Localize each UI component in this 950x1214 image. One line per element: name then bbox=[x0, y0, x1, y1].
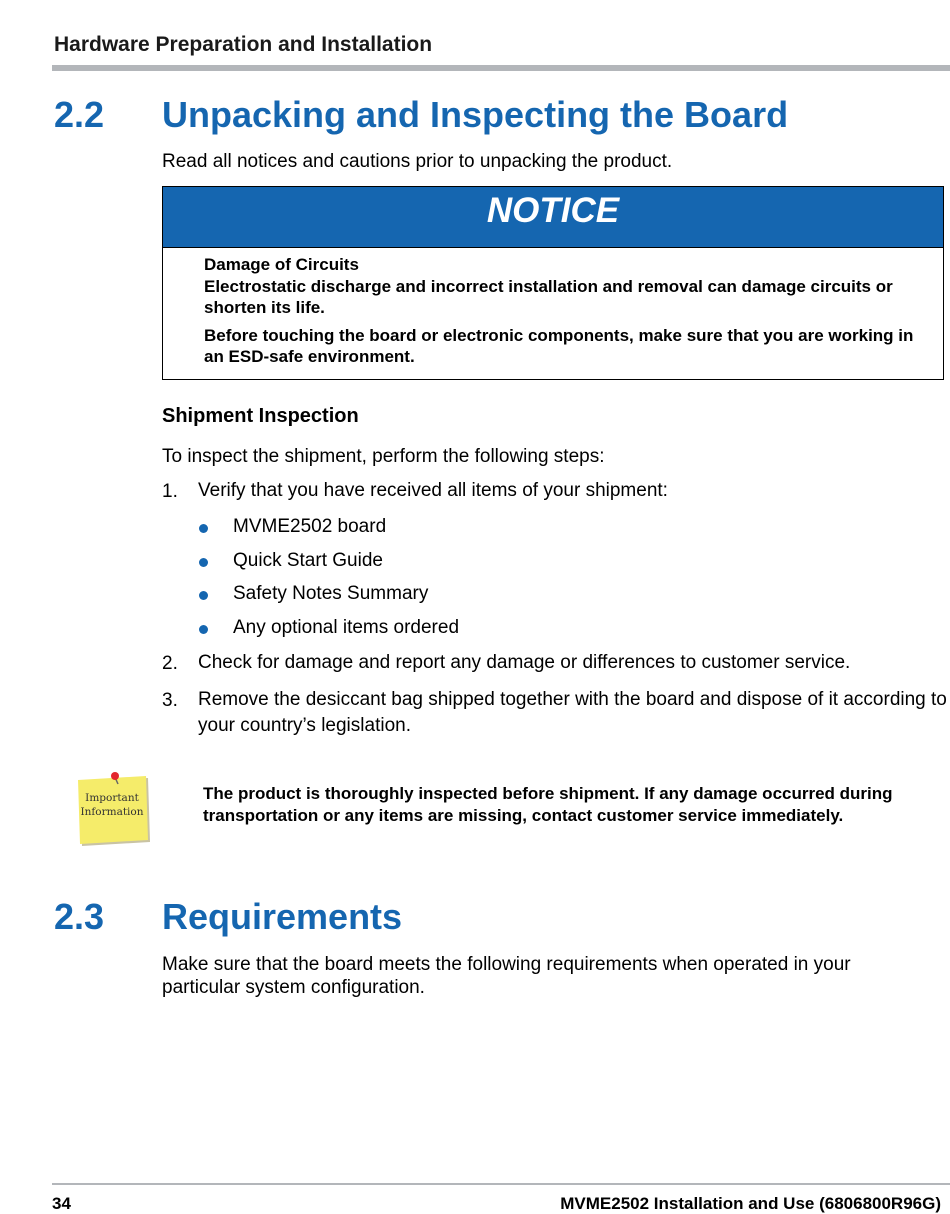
page-number: 34 bbox=[52, 1194, 71, 1213]
notice-label: NOTICE bbox=[163, 187, 943, 248]
list-item: Any optional items ordered bbox=[233, 617, 460, 638]
section-number: 2.2 bbox=[54, 94, 105, 135]
step-number: 1. bbox=[162, 481, 178, 502]
notice-box bbox=[162, 186, 944, 380]
step-text: Remove the desiccant bag shipped together with the board and dispose of it according to your country’s legislation. bbox=[198, 689, 947, 736]
notice-text: Electrostatic discharge and incorrect installation and removal can damage circuits or shorten its life. bbox=[204, 276, 893, 317]
bullet-icon bbox=[199, 625, 208, 634]
notice-heading: Damage of Circuits bbox=[204, 255, 359, 274]
section-intro: Read all notices and cautions prior to unpacking the product. bbox=[162, 151, 673, 172]
list-item: Quick Start Guide bbox=[233, 550, 383, 571]
section-intro: Make sure that the board meets the following requirements when operated in your particular system configuration. bbox=[162, 954, 851, 998]
header-rule bbox=[52, 65, 950, 71]
step-text: Verify that you have received all items of your shipment: bbox=[198, 480, 668, 501]
important-note: The product is thoroughly inspected before shipment. If any damage occurred during transportation or any items are missing, contact customer service immediately. bbox=[203, 784, 893, 825]
step-text: Check for damage and report any damage or differences to customer service. bbox=[198, 652, 851, 673]
icon-text: Important bbox=[85, 792, 139, 804]
step-number: 3. bbox=[162, 690, 178, 711]
subsection-heading: Shipment Inspection bbox=[162, 405, 359, 427]
running-header: Hardware Preparation and Installation bbox=[54, 33, 433, 56]
bullet-icon bbox=[199, 591, 208, 600]
bullet-icon bbox=[199, 558, 208, 567]
important-information-icon bbox=[72, 770, 154, 848]
notice-body bbox=[204, 254, 924, 368]
list-item: MVME2502 board bbox=[233, 516, 387, 537]
section-title: Unpacking and Inspecting the Board bbox=[162, 94, 789, 135]
notice-text: Before touching the board or electronic components, make sure that you are working in an ESD-safe environment. bbox=[204, 325, 914, 366]
section-title: Requirements bbox=[162, 896, 403, 937]
step-number: 2. bbox=[162, 653, 178, 674]
icon-text: Information bbox=[80, 806, 144, 818]
list-item: Safety Notes Summary bbox=[233, 583, 429, 604]
bullet-icon bbox=[199, 524, 208, 533]
section-number: 2.3 bbox=[54, 896, 105, 937]
document-title: MVME2502 Installation and Use (6806800R96G) bbox=[560, 1194, 941, 1213]
shipment-intro: To inspect the shipment, perform the following steps: bbox=[162, 446, 605, 467]
footer-rule bbox=[52, 1183, 950, 1185]
